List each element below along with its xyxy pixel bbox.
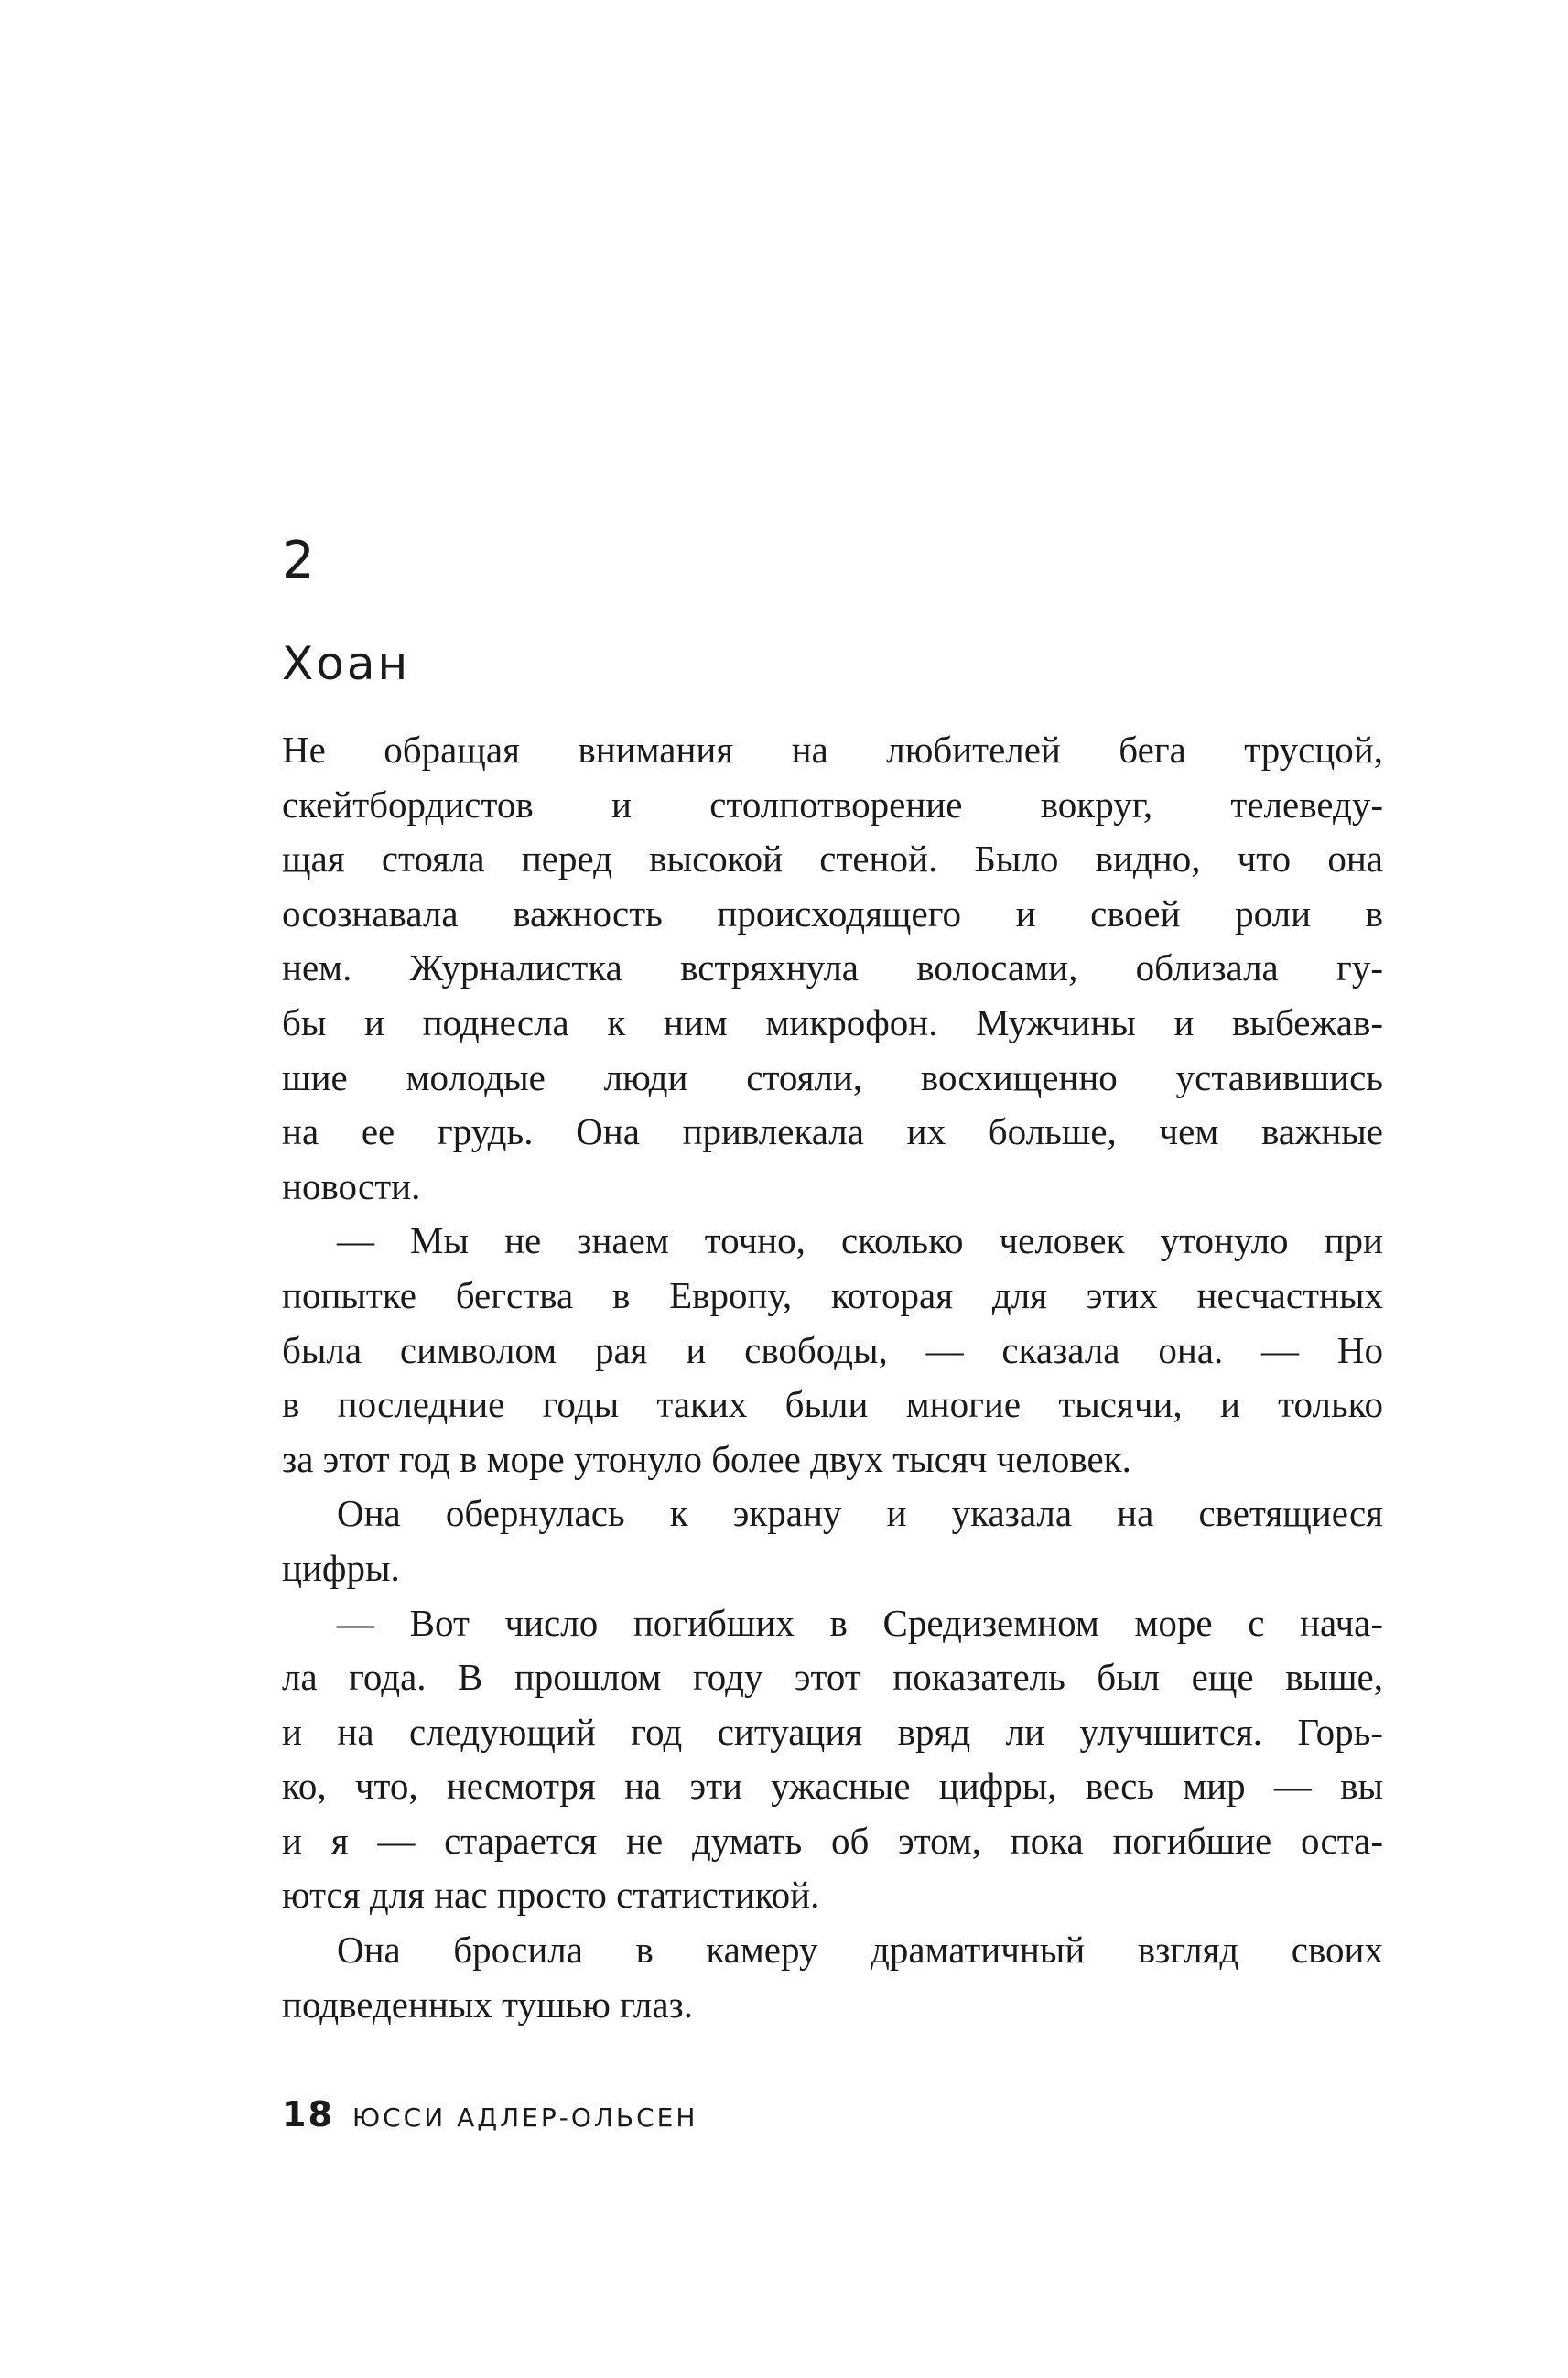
page-footer — [282, 2094, 697, 2135]
paragraph — [282, 723, 1383, 1214]
text-line: была символом рая и свободы, — сказала она. — Но — [282, 1328, 1383, 1371]
text-line: ются для нас просто статистикой. — [282, 1874, 820, 1917]
text-line: подведенных тушью глаз. — [282, 1983, 693, 2026]
text-line: шие молодые люди стояли, восхищенно уставившись — [282, 1055, 1383, 1098]
text-line: ла года. В прошлом году этот показатель был еще выше, — [282, 1656, 1383, 1699]
text-line: новости. — [282, 1164, 421, 1207]
text-line: осознавала важность происходящего и своей роли в — [282, 892, 1383, 935]
paragraph — [282, 1596, 1383, 1924]
text-line: щая стояла перед высокой стеной. Было видно, что она — [282, 838, 1383, 881]
text-line: за этот год в море утонуло более двух тысяч человек. — [282, 1437, 1131, 1480]
text-line: скейтбордистов и столпотворение вокруг, телеведу- — [282, 783, 1383, 826]
text-line: Она бросила в камеру драматичный взгляд своих — [337, 1929, 1383, 1972]
text-line: — Мы не знаем точно, сколько человек утонуло при — [337, 1219, 1383, 1262]
text-line: и я — старается не думать об этом, пока погибшие оста- — [282, 1819, 1383, 1862]
text-line: нем. Журналистка встряхнула волосами, облизала гу- — [282, 946, 1383, 989]
paragraph — [282, 1486, 1383, 1595]
chapter-title: Хоан — [282, 637, 411, 690]
text-line: цифры. — [282, 1546, 400, 1589]
paragraph — [282, 1923, 1383, 2032]
chapter-number: 2 — [282, 531, 317, 590]
text-line: ко, что, несмотря на эти ужасные цифры, весь мир — вы — [282, 1765, 1383, 1808]
paragraph — [282, 1214, 1383, 1486]
text-line: Она обернулась к экрану и указала на светящиеся — [337, 1492, 1383, 1535]
text-line: попытке бегства в Европу, которая для этих несчастных — [282, 1273, 1383, 1316]
page-number: 18 — [282, 2094, 334, 2135]
body-text — [282, 723, 1383, 2032]
text-line: в последние годы таких были многие тысячи, и только — [282, 1383, 1383, 1426]
text-line: бы и поднесла к ним микрофон. Мужчины и выбежав- — [282, 1000, 1383, 1043]
text-line: и на следующий год ситуация вряд ли улучшится. Горь- — [282, 1710, 1383, 1753]
text-line: — Вот число погибших в Средиземном море с нача- — [337, 1601, 1383, 1644]
text-line: на ее грудь. Она привлекала их больше, чем важные — [282, 1110, 1383, 1153]
running-header-author: ЮССИ АДЛЕР-ОЛЬСЕН — [351, 2102, 698, 2133]
text-line: Не обращая внимания на любителей бега трусцой, — [282, 729, 1383, 771]
